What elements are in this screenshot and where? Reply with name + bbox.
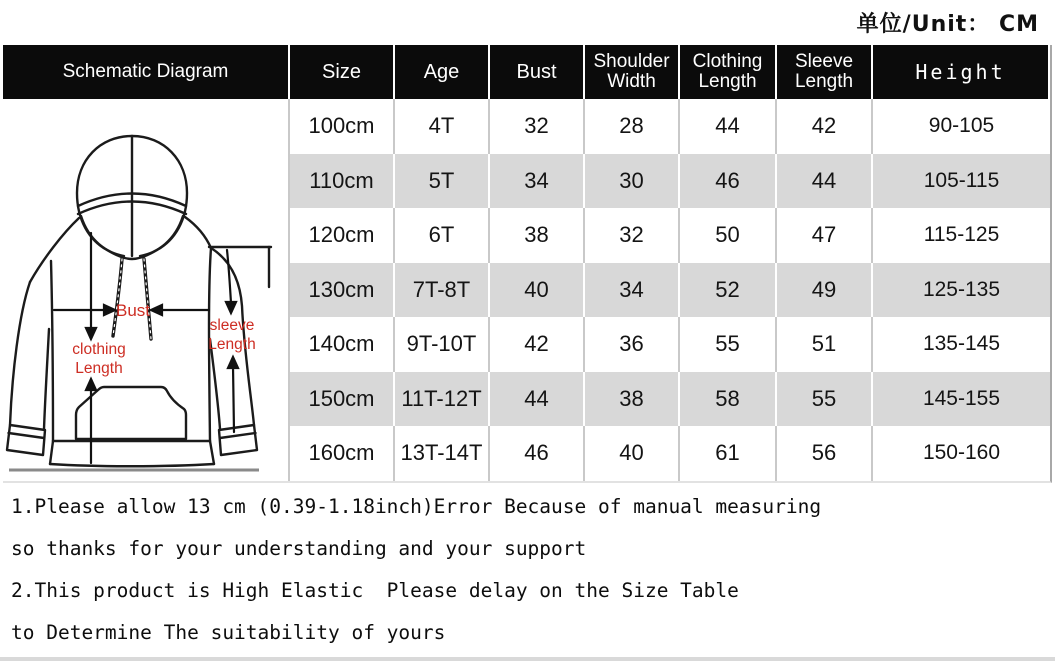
cell-clothing: 50 [680,208,777,263]
header-size-label: Size [322,60,361,83]
left-cuff-line [9,433,45,438]
cell-sleeve: 55 [777,372,873,427]
hem-bottom [50,464,214,466]
cell-height: 90-105 [873,99,1050,154]
cell-age: 9T-10T [395,317,490,372]
cell-clothing: 58 [680,372,777,427]
cell-height: 145-155 [873,372,1050,427]
unit-label: 单位/Unit： CM [856,12,1039,37]
cell-bust: 46 [490,426,585,481]
cell-size: 130cm [290,263,395,318]
bottom-edge-strip [0,657,1055,661]
cell-age: 7T-8T [395,263,490,318]
bust-label: Bust [115,301,151,320]
hood-inner-left [81,216,124,256]
cell-age: 4T [395,99,490,154]
left-cuff [7,425,45,455]
clothing-length-label-line2: Length [75,360,123,377]
note-line-3: 2.This product is High Elastic Please delay on the Size Table [11,579,739,602]
cell-size: 110cm [290,154,395,209]
cell-age: 11T-12T [395,372,490,427]
hem-right-side [210,441,214,464]
cell-sleeve: 51 [777,317,873,372]
header-shoulder-line1: Shoulder [593,51,670,73]
cell-size: 120cm [290,208,395,263]
right-shoulder [185,217,211,248]
cell-sleeve: 42 [777,99,873,154]
header-schematic-label: Schematic Diagram [62,61,229,83]
cell-sleeve: 47 [777,208,873,263]
cell-clothing: 44 [680,99,777,154]
sleeve-length-line-bottom [233,366,234,432]
left-arm-inner [44,329,49,429]
header-sleeve-line1: Sleeve [794,51,854,73]
cell-height: 150-160 [873,426,1050,481]
header-clothing-line2: Length [698,71,757,92]
hem-left-side [50,441,53,464]
header-bust [490,45,585,99]
cell-bust: 32 [490,99,585,154]
note-line-2: so thanks for your understanding and your support [11,537,587,560]
cell-bust: 34 [490,154,585,209]
header-clothing-length [680,45,777,99]
header-bust-label: Bust [516,60,557,83]
cell-size: 160cm [290,426,395,481]
cell-shoulder: 30 [585,154,680,209]
cell-shoulder: 28 [585,99,680,154]
cell-height: 115-125 [873,208,1050,263]
cell-height: 125-135 [873,263,1050,318]
sleeve-length-line-top [227,250,231,303]
cell-clothing: 52 [680,263,777,318]
header-shoulder-width [585,45,680,99]
header-height-label: Height [915,59,1006,84]
header-height [873,45,1050,99]
clothing-length-arrow-down [86,328,96,339]
cell-shoulder: 38 [585,372,680,427]
hoodie-schematic [3,99,288,481]
sleeve-length-arrow-down [226,302,236,313]
size-table [3,45,1052,483]
note-line-1: 1.Please allow 13 cm (0.39-1.18inch)Error Because of manual measuring [11,495,822,518]
schematic-diagram-cell [3,99,290,481]
note-line-4: to Determine The suitability of yours [11,621,446,644]
cell-shoulder: 34 [585,263,680,318]
right-cuff [219,425,257,455]
left-arm-outer [10,282,30,425]
cell-bust: 44 [490,372,585,427]
header-size [290,45,395,99]
cell-size: 140cm [290,317,395,372]
cell-age: 6T [395,208,490,263]
cell-size: 150cm [290,372,395,427]
cell-clothing: 61 [680,426,777,481]
pocket [76,387,186,439]
cell-bust: 38 [490,208,585,263]
cell-size: 100cm [290,99,395,154]
header-age [395,45,490,99]
torso-left-edge [51,261,53,441]
cell-sleeve: 44 [777,154,873,209]
cell-bust: 40 [490,263,585,318]
cell-sleeve: 56 [777,426,873,481]
header-schematic [3,45,290,99]
header-clothing-line1: Clothing [692,51,763,73]
cell-height: 135-145 [873,317,1050,372]
cell-shoulder: 32 [585,208,680,263]
sleeve-length-label-line2: Length [208,336,256,353]
cell-shoulder: 36 [585,317,680,372]
sleeve-length-label-line1: sleeve [209,317,255,334]
header-sleeve-length [777,45,873,99]
cell-bust: 42 [490,317,585,372]
cell-age: 5T [395,154,490,209]
header-sleeve-line2: Length [794,71,854,92]
bust-arrow-right [104,305,115,315]
cell-shoulder: 40 [585,426,680,481]
cell-sleeve: 49 [777,263,873,318]
header-shoulder-line2: Width [607,71,656,92]
clothing-length-label-line1: clothing [72,341,126,358]
hood-inner-right [140,216,183,256]
cell-clothing: 55 [680,317,777,372]
cell-clothing: 46 [680,154,777,209]
right-cuff-line [220,433,256,438]
left-shoulder [30,218,79,282]
cell-height: 105-115 [873,154,1050,209]
header-age-label: Age [423,60,460,83]
cell-age: 13T-14T [395,426,490,481]
